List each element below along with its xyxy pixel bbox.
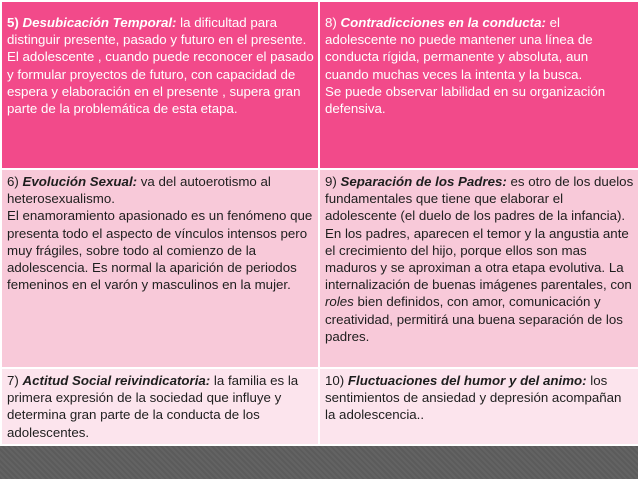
item-text: es otro de los duelos fundamentales que tiene que elaborar el adolescente (el duelo de los padres de la infancia). En los padres, aparecen el temor y la angustia ante el crecimiento del hijo, porque ellos son mas maduros y se aproximan a otra etapa evolutiva. La internalización de buenas imágenes parentales, con <box>325 174 634 293</box>
item-title: Contradicciones en la conducta: <box>340 15 546 30</box>
cell-desubicacion-temporal <box>1 1 319 169</box>
item-text: la familia es la primera expresión de la sociedad que influye y determina gran parte de la conducta de los adolescentes. <box>7 373 299 440</box>
item-text-paragraph: El enamoramiento apasionado es un fenómeno que presenta todo el aspecto de vínculos intensos pero muy frágiles, sobre todo al comienzo de la adolescencia. Es normal la aparición de periodos femeninos en el varón y masculinos en la mujer. <box>7 208 313 293</box>
item-text: la dificultad para distinguir presente, pasado y futuro en el presente. <box>7 15 307 48</box>
cell-fluctuaciones-humor <box>319 368 638 445</box>
item-number: 6) <box>7 174 19 189</box>
cell-separacion-padres <box>319 169 638 368</box>
table-row <box>1 1 638 169</box>
item-title: Actitud Social reivindicatoria: <box>22 373 211 388</box>
item-number: 8) <box>325 15 337 30</box>
item-text: va del autoerotismo al heterosexualismo. <box>7 174 271 207</box>
item-title: Fluctuaciones del humor y del animo: <box>347 373 587 388</box>
item-text-continued: bien definidos, con amor, comunicación y creatividad, permitirá una buena separación de los padres. <box>325 294 623 344</box>
item-number: 10) <box>325 373 345 388</box>
item-number: 7) <box>7 373 19 388</box>
table-row <box>1 368 638 445</box>
table-row <box>1 169 638 368</box>
item-text: el adolescente no puede mantener una línea de conducta rígida, permanente y absoluta, aun cuando muchas veces la intenta y la busca. <box>325 15 593 82</box>
item-text: los sentimientos de ansiedad y depresión acompañan la adolescencia.. <box>325 373 622 423</box>
item-title: Separación de los Padres: <box>340 174 507 189</box>
item-text-paragraph: El adolescente , cuando puede reconocer el pasado y formular proyectos de futuro, con capacidad de espera y elaboración en el presente , supera gran parte de la problemática de esta etapa. <box>7 49 314 117</box>
cell-actitud-social <box>1 368 319 445</box>
cell-contradicciones-conducta <box>319 1 638 169</box>
item-text-paragraph: Se puede observar labilidad en su organización defensiva. <box>325 83 606 117</box>
cell-evolucion-sexual <box>1 169 319 368</box>
item-number: 9) <box>325 174 337 189</box>
item-title: Evolución Sexual: <box>22 174 138 189</box>
item-number: 5) <box>7 15 19 30</box>
item-title: Desubicación Temporal: <box>22 15 177 30</box>
item-text-emphasis: roles <box>325 294 354 310</box>
